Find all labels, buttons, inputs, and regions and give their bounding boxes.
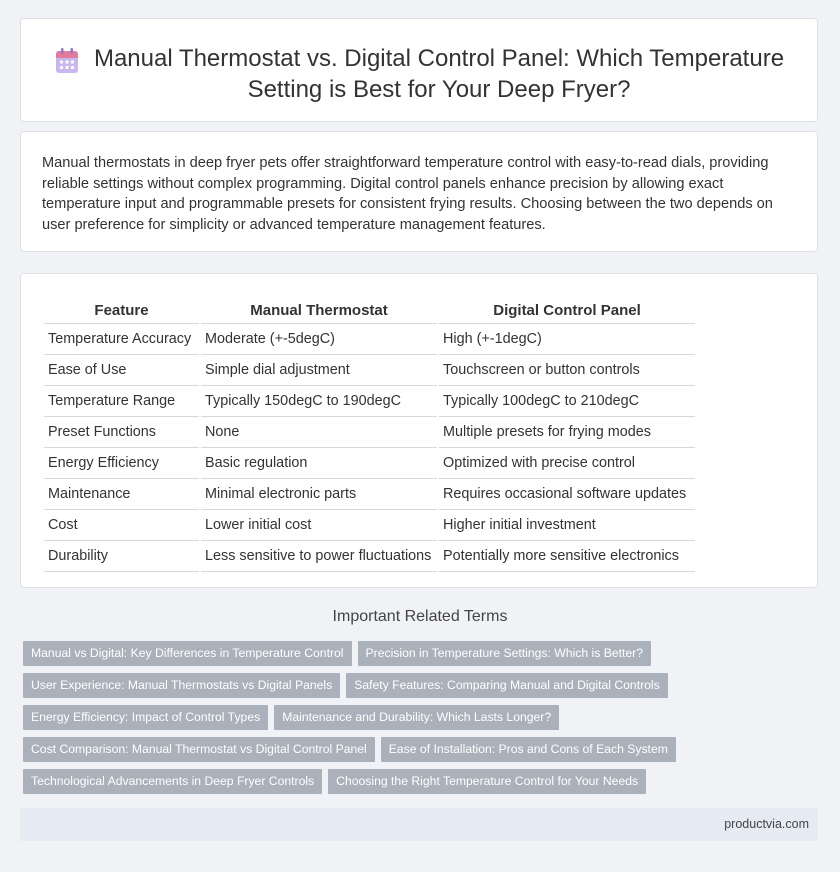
related-tag[interactable]: Technological Advancements in Deep Fryer Controls (23, 769, 322, 794)
calendar-icon (55, 48, 79, 74)
table-row (44, 355, 695, 386)
table-cell: Multiple presets for frying modes (439, 417, 695, 448)
table-row (44, 417, 695, 448)
table-cell: Maintenance (44, 479, 199, 510)
table-row (44, 324, 695, 355)
related-tag[interactable]: Safety Features: Comparing Manual and Digital Controls (346, 673, 668, 698)
table-cell: Minimal electronic parts (201, 479, 437, 510)
related-tags-row (23, 673, 668, 698)
table-cell: Basic regulation (201, 448, 437, 479)
table-cell: Lower initial cost (201, 510, 437, 541)
table-row (44, 541, 695, 572)
table-row (44, 386, 695, 417)
related-tag[interactable]: Ease of Installation: Pros and Cons of Each System (381, 737, 676, 762)
column-header-feature: Feature (44, 293, 199, 324)
intro-paragraph: Manual thermostats in deep fryer pets offer straightforward temperature control with easy-to-read dials, providing reliable settings without complex programming. Digital control panels enhance precision by allowing exact temperature input and programmable presets for consistent frying results. Choosing between the two depends on user preference for simplicity or advanced temperature management features. (42, 155, 773, 233)
table-cell: Ease of Use (44, 355, 199, 386)
table-cell: Touchscreen or button controls (439, 355, 695, 386)
table-cell: Less sensitive to power fluctuations (201, 541, 437, 572)
table-row (44, 510, 695, 541)
column-header-digital: Digital Control Panel (439, 293, 695, 324)
related-tags-row (23, 737, 676, 762)
related-tag[interactable]: Cost Comparison: Manual Thermostat vs Digital Control Panel (23, 737, 375, 762)
related-tags-row (23, 769, 646, 794)
related-tags-row (23, 705, 559, 730)
page-title: Manual Thermostat vs. Digital Control Panel: Which Temperature Setting is Best for Your Deep Fryer? (93, 45, 785, 103)
title-card (20, 18, 818, 122)
related-terms-heading: Important Related Terms (332, 608, 508, 625)
related-tag[interactable]: Maintenance and Durability: Which Lasts Longer? (274, 705, 559, 730)
table-cell: Potentially more sensitive electronics (439, 541, 695, 572)
table-cell: Higher initial investment (439, 510, 695, 541)
table-cell: Optimized with precise control (439, 448, 695, 479)
related-tag[interactable]: User Experience: Manual Thermostats vs Digital Panels (23, 673, 340, 698)
table-cell: Temperature Range (44, 386, 199, 417)
table-cell: Typically 100degC to 210degC (439, 386, 695, 417)
related-tag[interactable]: Manual vs Digital: Key Differences in Temperature Control (23, 641, 352, 666)
table-cell: Typically 150degC to 190degC (201, 386, 437, 417)
related-tag[interactable]: Precision in Temperature Settings: Which is Better? (358, 641, 652, 666)
related-tag[interactable]: Energy Efficiency: Impact of Control Types (23, 705, 268, 730)
table-row (44, 448, 695, 479)
table-cell: Preset Functions (44, 417, 199, 448)
comparison-table (42, 293, 697, 572)
table-cell: Durability (44, 541, 199, 572)
table-cell: Requires occasional software updates (439, 479, 695, 510)
table-cell: Simple dial adjustment (201, 355, 437, 386)
intro-card (20, 131, 818, 252)
table-cell: High (+-1degC) (439, 324, 695, 355)
column-header-manual: Manual Thermostat (201, 293, 437, 324)
footer-site-link[interactable]: productvia.com (724, 817, 809, 831)
table-cell: Moderate (+-5degC) (201, 324, 437, 355)
table-cell: None (201, 417, 437, 448)
table-cell: Temperature Accuracy (44, 324, 199, 355)
related-tags-row (23, 641, 651, 666)
table-header-row (44, 293, 695, 324)
table-cell: Cost (44, 510, 199, 541)
table-row (44, 479, 695, 510)
table-cell: Energy Efficiency (44, 448, 199, 479)
title-wrap (21, 43, 817, 105)
comparison-card (20, 273, 818, 588)
footer (20, 808, 818, 841)
related-tag[interactable]: Choosing the Right Temperature Control for Your Needs (328, 769, 646, 794)
